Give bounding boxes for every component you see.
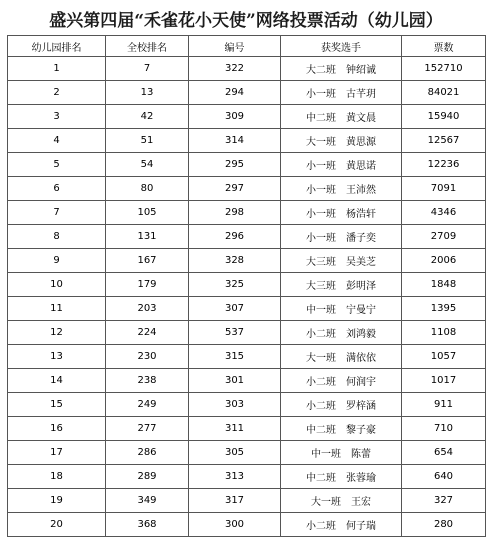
table-row	[8, 513, 486, 537]
cell-votes: 152710	[402, 57, 486, 81]
cell-winner: 大一班 王宏	[281, 489, 402, 513]
cell-votes: 12236	[402, 153, 486, 177]
table-row	[8, 153, 486, 177]
cell-votes: 4346	[402, 201, 486, 225]
cell-number: 300	[189, 513, 281, 537]
cell-votes: 7091	[402, 177, 486, 201]
cell-school-rank: 349	[106, 489, 189, 513]
cell-number: 311	[189, 417, 281, 441]
cell-winner: 中二班 黎子豪	[281, 417, 402, 441]
cell-votes: 1057	[402, 345, 486, 369]
cell-votes: 84021	[402, 81, 486, 105]
table-row	[8, 201, 486, 225]
cell-winner: 小一班 黄思诺	[281, 153, 402, 177]
table-row	[8, 465, 486, 489]
ranking-table	[7, 35, 486, 537]
table-row	[8, 441, 486, 465]
cell-winner: 小二班 罗梓涵	[281, 393, 402, 417]
cell-votes: 1848	[402, 273, 486, 297]
cell-kindergarten-rank: 2	[8, 81, 106, 105]
cell-number: 315	[189, 345, 281, 369]
cell-kindergarten-rank: 5	[8, 153, 106, 177]
cell-school-rank: 289	[106, 465, 189, 489]
cell-kindergarten-rank: 12	[8, 321, 106, 345]
cell-number: 303	[189, 393, 281, 417]
table-row	[8, 393, 486, 417]
cell-school-rank: 249	[106, 393, 189, 417]
cell-school-rank: 286	[106, 441, 189, 465]
cell-votes: 1395	[402, 297, 486, 321]
cell-votes: 280	[402, 513, 486, 537]
cell-school-rank: 42	[106, 105, 189, 129]
cell-kindergarten-rank: 13	[8, 345, 106, 369]
cell-kindergarten-rank: 6	[8, 177, 106, 201]
table-header	[8, 36, 486, 57]
cell-school-rank: 368	[106, 513, 189, 537]
cell-number: 322	[189, 57, 281, 81]
cell-school-rank: 277	[106, 417, 189, 441]
cell-kindergarten-rank: 3	[8, 105, 106, 129]
cell-school-rank: 105	[106, 201, 189, 225]
cell-school-rank: 230	[106, 345, 189, 369]
cell-winner: 中二班 张蓉瑜	[281, 465, 402, 489]
table-row	[8, 81, 486, 105]
cell-kindergarten-rank: 7	[8, 201, 106, 225]
table-row	[8, 297, 486, 321]
cell-number: 305	[189, 441, 281, 465]
cell-kindergarten-rank: 20	[8, 513, 106, 537]
cell-votes: 1017	[402, 369, 486, 393]
header-votes: 票数	[402, 36, 486, 57]
cell-winner: 小一班 杨浩轩	[281, 201, 402, 225]
cell-number: 301	[189, 369, 281, 393]
cell-winner: 小二班 刘鸿毅	[281, 321, 402, 345]
header-winner: 获奖选手	[281, 36, 402, 57]
cell-school-rank: 54	[106, 153, 189, 177]
cell-number: 294	[189, 81, 281, 105]
cell-votes: 710	[402, 417, 486, 441]
cell-number: 328	[189, 249, 281, 273]
cell-number: 297	[189, 177, 281, 201]
cell-school-rank: 238	[106, 369, 189, 393]
cell-votes: 2006	[402, 249, 486, 273]
table-row	[8, 345, 486, 369]
cell-school-rank: 51	[106, 129, 189, 153]
header-row	[8, 36, 486, 57]
cell-winner: 小二班 何子瑞	[281, 513, 402, 537]
table-row	[8, 369, 486, 393]
cell-winner: 小一班 潘子奕	[281, 225, 402, 249]
cell-number: 295	[189, 153, 281, 177]
table-row	[8, 321, 486, 345]
cell-number: 296	[189, 225, 281, 249]
cell-number: 313	[189, 465, 281, 489]
header-school-rank: 全校排名	[106, 36, 189, 57]
cell-votes: 15940	[402, 105, 486, 129]
cell-winner: 小二班 何润宇	[281, 369, 402, 393]
cell-kindergarten-rank: 16	[8, 417, 106, 441]
cell-kindergarten-rank: 10	[8, 273, 106, 297]
cell-number: 537	[189, 321, 281, 345]
cell-school-rank: 7	[106, 57, 189, 81]
table-row	[8, 129, 486, 153]
cell-kindergarten-rank: 9	[8, 249, 106, 273]
cell-school-rank: 13	[106, 81, 189, 105]
cell-kindergarten-rank: 11	[8, 297, 106, 321]
cell-kindergarten-rank: 18	[8, 465, 106, 489]
cell-kindergarten-rank: 8	[8, 225, 106, 249]
cell-votes: 2709	[402, 225, 486, 249]
cell-winner: 大一班 黄思源	[281, 129, 402, 153]
header-number: 编号	[189, 36, 281, 57]
cell-winner: 小一班 王沛然	[281, 177, 402, 201]
table-row	[8, 273, 486, 297]
cell-winner: 中二班 黄文晨	[281, 105, 402, 129]
table-row	[8, 57, 486, 81]
cell-kindergarten-rank: 14	[8, 369, 106, 393]
table-row	[8, 225, 486, 249]
cell-kindergarten-rank: 15	[8, 393, 106, 417]
cell-kindergarten-rank: 17	[8, 441, 106, 465]
table-body	[8, 57, 486, 537]
cell-winner: 大三班 吴美芝	[281, 249, 402, 273]
cell-number: 325	[189, 273, 281, 297]
table-row	[8, 105, 486, 129]
cell-number: 307	[189, 297, 281, 321]
cell-winner: 中一班 陈蕾	[281, 441, 402, 465]
cell-votes: 654	[402, 441, 486, 465]
page-title: 盛兴第四届“禾雀花小天使”网络投票活动（幼儿园）	[49, 11, 443, 31]
cell-winner: 中一班 宁曼宁	[281, 297, 402, 321]
cell-kindergarten-rank: 19	[8, 489, 106, 513]
cell-number: 317	[189, 489, 281, 513]
cell-kindergarten-rank: 1	[8, 57, 106, 81]
cell-votes: 640	[402, 465, 486, 489]
table-row	[8, 489, 486, 513]
cell-number: 309	[189, 105, 281, 129]
table-row	[8, 249, 486, 273]
table-row	[8, 417, 486, 441]
cell-winner: 大二班 钟绍诚	[281, 57, 402, 81]
cell-votes: 12567	[402, 129, 486, 153]
cell-winner: 大三班 彭明泽	[281, 273, 402, 297]
cell-kindergarten-rank: 4	[8, 129, 106, 153]
cell-school-rank: 179	[106, 273, 189, 297]
cell-school-rank: 224	[106, 321, 189, 345]
cell-school-rank: 203	[106, 297, 189, 321]
cell-school-rank: 167	[106, 249, 189, 273]
cell-winner: 大一班 满依依	[281, 345, 402, 369]
cell-winner: 小一班 古芊玥	[281, 81, 402, 105]
cell-school-rank: 131	[106, 225, 189, 249]
header-kindergarten-rank: 幼儿园排名	[8, 36, 106, 57]
cell-number: 314	[189, 129, 281, 153]
cell-school-rank: 80	[106, 177, 189, 201]
table-row	[8, 177, 486, 201]
cell-number: 298	[189, 201, 281, 225]
cell-votes: 911	[402, 393, 486, 417]
cell-votes: 1108	[402, 321, 486, 345]
cell-votes: 327	[402, 489, 486, 513]
